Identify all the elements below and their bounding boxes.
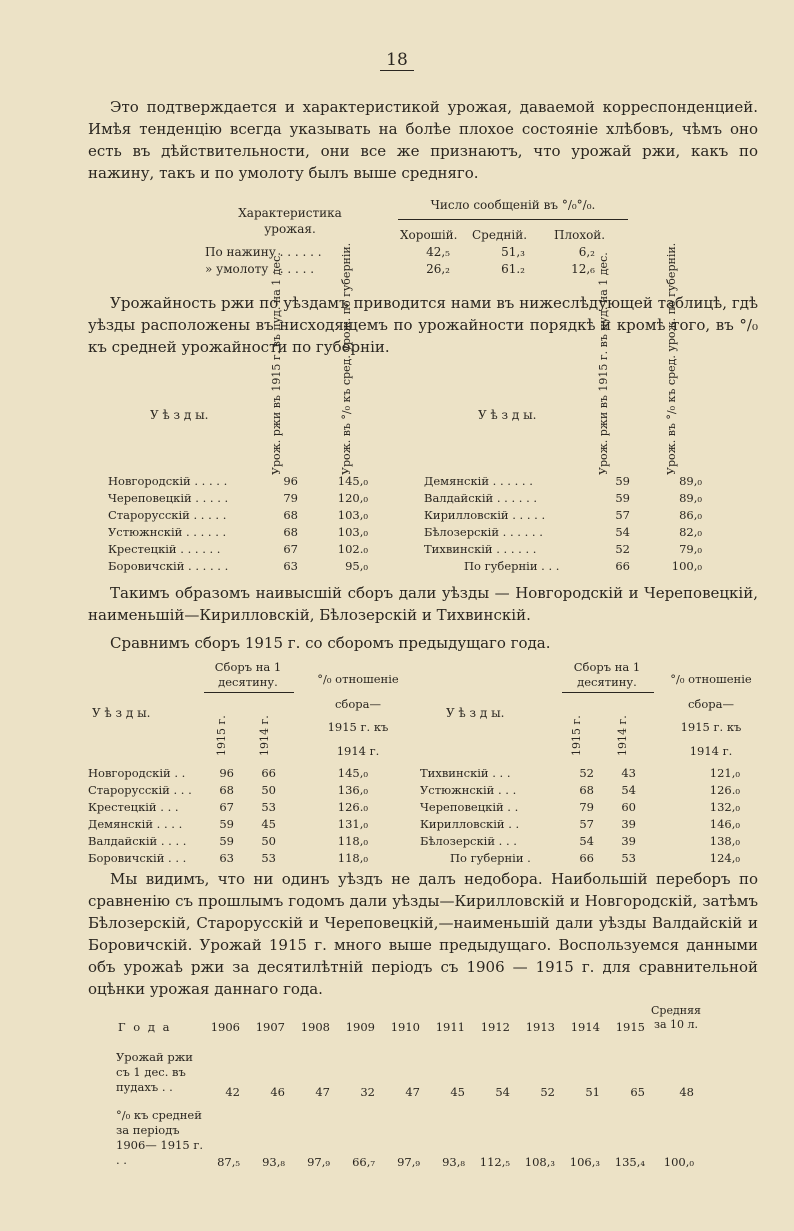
t3-row-name-right: Кирилловскій . . [420, 817, 520, 831]
t3-cell-1914: 45 [261, 817, 276, 831]
paragraph-3: Такимъ образомъ наивысшій сборъ дали уѣзды — Новгородскій и Череповецкій, наименьшій—Кирилловскій, Бѣлозерскій и Тихвинскій. [88, 584, 758, 624]
t2-row-name: Устюжнскій . . . . . . [108, 525, 227, 539]
t4-header-years: Г о д а [118, 1020, 172, 1034]
t2-header-pct: Урож. въ °/₀ къ сред. урож. по губерніи. [340, 242, 353, 475]
t4-cell-yield: 47 [405, 1085, 420, 1099]
t2-row-name: Череповецкій . . . . . [108, 491, 229, 505]
t2-cell-yield: 79 [283, 491, 298, 505]
t4-cell-pct: 135,₄ [614, 1155, 645, 1169]
t1-row-label: » умолоту . . . . . . [205, 262, 315, 276]
t3-cell-rel-right: 124,₀ [709, 851, 740, 865]
t3-cell-rel: 126.₀ [337, 800, 368, 814]
t2-header-pct-right: Урож. въ °/₀ къ сред. урож. по губерніи. [665, 242, 678, 475]
t4-cell-pct: 106,₃ [569, 1155, 600, 1169]
t4-cell-yield: 65 [630, 1085, 645, 1099]
t4-cell-yield: 52 [540, 1085, 555, 1099]
t3-row-name-right: Череповецкій . . [420, 800, 519, 814]
t1-cell: 51,₃ [501, 245, 525, 259]
t4-cell-pct: 97,₉ [307, 1155, 330, 1169]
t4-cell-yield: 54 [495, 1085, 510, 1099]
t3-cell-1914-right: 39 [621, 834, 636, 848]
t3-header-1914-right: 1914 г. [616, 715, 629, 756]
t1-cell: 26,₂ [426, 262, 450, 276]
t4-cell-pct: 108,₃ [524, 1155, 555, 1169]
t3-row-name: Боровичскій . . . [88, 851, 187, 865]
t3-cell-rel: 131,₀ [337, 817, 368, 831]
t3-cell-1915: 67 [219, 800, 234, 814]
t4-year: 1912 [480, 1020, 510, 1034]
t4-cell-yield: 45 [450, 1085, 465, 1099]
t3-row-name: Валдайскій . . . . [88, 834, 187, 848]
t2-cell-pct-right: 89,₀ [679, 491, 702, 505]
t2-cell-pct: 103,₀ [337, 508, 368, 522]
t4-cell-yield: 47 [315, 1085, 330, 1099]
t2-cell-yield: 63 [283, 559, 298, 573]
t4-cell-pct: 66,₇ [352, 1155, 375, 1169]
t4-cell-yield: 48 [679, 1085, 694, 1099]
paragraph-5: Мы видимъ, что ни одинъ уѣздъ не далъ недобора. Наибольшій переборъ по сравненію съ прошлымъ годомъ дали уѣзды—Кирилловскій и Новгородскій, затѣмъ Бѣлозерскій, Старорусскій и Череповецкій,—наименьшій дали уѣзды Валдайскій и Боровичскій. Урожай 1915 г. много выше предыдущаго. Воспользуемся данными объ урожаѣ ржи за десятилѣтній періодъ съ 1906 — 1915 г. для сравнительной оцѣнки урожая даннаго года. [88, 870, 758, 998]
t3-cell-1915: 96 [219, 766, 234, 780]
t3-row-name-right: По губерніи . [450, 851, 531, 865]
t2-cell-pct: 95,₀ [345, 559, 368, 573]
t2-row-name: Боровичскій . . . . . . [108, 559, 229, 573]
t3-cell-rel: 145,₀ [337, 766, 368, 780]
t3-cell-1914: 50 [261, 783, 276, 797]
t2-header-uezd: У ѣ з д ы. [150, 408, 209, 422]
t4-year: 1911 [435, 1020, 465, 1034]
t3-cell-1914-right: 39 [621, 817, 636, 831]
t3-header-sbor-right: Сборъ на 1 десятину. [573, 660, 641, 689]
t2-row-name-right: Демянскій . . . . . . [424, 474, 533, 488]
paragraph-1: Это подтверждается и характеристикой урожая, даваемой корреспонденцией. Имѣя тенденцію всегда указывать на болѣе плохое состояніе хлѣбовъ, чѣмъ оно есть въ дѣйствительности, они все же признаютъ, что урожай ржи, какъ по нажину, такъ и по умолоту былъ выше средняго. [88, 98, 758, 182]
t3-row-name-right: Тихвинскій . . . [420, 766, 511, 780]
t4-year: 1914 [570, 1020, 600, 1034]
t3-header-rel-right: 1914 г. [689, 744, 733, 758]
t2-cell-pct: 102.₀ [337, 542, 368, 556]
t1-col-bad: Плохой. [554, 228, 606, 242]
t3-cell-rel-right: 121,₀ [709, 766, 740, 780]
page-number: 18 [0, 50, 794, 70]
t2-header-yield: Урож. ржи въ 1915 г. въ пуд. на 1 дес. [270, 252, 283, 475]
t3-cell-rel-right: 126.₀ [709, 783, 740, 797]
t1-col-avg: Средній. [472, 228, 528, 242]
t3-cell-1915-right: 54 [579, 834, 594, 848]
t3-cell-1915-right: 66 [579, 851, 594, 865]
t3-header-uezd: У ѣ з д ы. [92, 706, 151, 720]
t3-header-rule [204, 692, 294, 693]
t3-cell-1915: 68 [219, 783, 234, 797]
t3-header-rel-right: сбора— [687, 697, 734, 711]
t4-year: 1910 [390, 1020, 420, 1034]
t4-year: 1915 [615, 1020, 645, 1034]
t2-cell-yield-right: 54 [615, 525, 630, 539]
t4-cell-yield: 46 [270, 1085, 285, 1099]
t3-cell-rel: 118,₀ [337, 834, 368, 848]
t3-cell-1915-right: 68 [579, 783, 594, 797]
t1-col-good: Хорошій. [400, 228, 458, 242]
t3-cell-rel: 136,₀ [337, 783, 368, 797]
t2-cell-pct-right: 86,₀ [679, 508, 702, 522]
t3-cell-1915: 63 [219, 851, 234, 865]
t4-row2-label: °/₀ къ средней за періодъ 1906— 1915 г. . . [116, 1108, 204, 1167]
t3-header-1915: 1915 г. [215, 715, 228, 756]
t4-cell-pct: 93,₈ [442, 1155, 465, 1169]
t3-header-rel: 1914 г. [336, 744, 380, 758]
t3-cell-1914: 53 [261, 800, 276, 814]
t4-cell-pct: 87,₅ [217, 1155, 240, 1169]
t4-cell-yield: 32 [360, 1085, 375, 1099]
t2-row-name: Крестецкій . . . . . . [108, 542, 221, 556]
t2-cell-yield-right: 59 [615, 474, 630, 488]
t2-cell-pct: 145,₀ [337, 474, 368, 488]
t4-year: 1908 [300, 1020, 330, 1034]
t1-header-characteristic: Характеристика урожая. [238, 206, 342, 236]
t4-row1-label: Урожай ржи съ 1 дес. въ пудахъ . . [116, 1050, 193, 1094]
t3-cell-1915-right: 52 [579, 766, 594, 780]
t3-row-name: Старорусскій . . . [88, 783, 192, 797]
t3-header-rel: сбора— [334, 697, 381, 711]
t1-header-count: Число сообщеній въ °/₀°/₀. [430, 198, 596, 212]
t3-cell-1914: 50 [261, 834, 276, 848]
t3-header-uezd-right: У ѣ з д ы. [446, 706, 505, 720]
t2-cell-pct-right: 82,₀ [679, 525, 702, 539]
t2-row-name: Новгородскій . . . . . [108, 474, 228, 488]
t2-cell-yield-right: 52 [615, 542, 630, 556]
t4-year: 1906 [210, 1020, 240, 1034]
t2-cell-pct: 103,₀ [337, 525, 368, 539]
t1-cell: 6,₂ [578, 245, 595, 259]
t2-row-name-right: Тихвинскій . . . . . . [424, 542, 537, 556]
t2-row-name: Старорусскій . . . . . [108, 508, 227, 522]
t3-row-name: Новгородскій . . [88, 766, 186, 780]
t2-cell-yield: 68 [283, 525, 298, 539]
t2-cell-yield-right: 57 [615, 508, 630, 522]
t2-cell-pct: 120,₀ [337, 491, 368, 505]
t4-cell-pct: 100,₀ [663, 1155, 694, 1169]
t3-cell-rel-right: 132,₀ [709, 800, 740, 814]
t2-cell-yield-right: 66 [615, 559, 630, 573]
paragraph-2: Урожайность ржи по уѣздамъ приводится нами въ нижеслѣдующей таблицѣ, гдѣ уѣзды расположены въ нисходящемъ по урожайности порядкѣ и кромѣ того, въ °/₀ къ средней урожайности по губерніи. [88, 294, 758, 356]
t3-cell-1915-right: 57 [579, 817, 594, 831]
t3-header-1915-right: 1915 г. [570, 715, 583, 756]
paragraph-4: Сравнимъ сборъ 1915 г. со сборомъ предыдущаго года. [110, 634, 551, 652]
t3-header-rel-right: 1915 г. къ [680, 720, 742, 734]
t3-row-name-right: Бѣлозерскій . . . [420, 834, 517, 848]
t4-cell-yield: 42 [225, 1085, 240, 1099]
t3-cell-rel-right: 138,₀ [709, 834, 740, 848]
t3-cell-1914-right: 43 [621, 766, 636, 780]
t2-row-name-right: Бѣлозерскій . . . . . . [424, 525, 543, 539]
t3-header-rule-right [562, 692, 654, 693]
t3-header-sbor: Сборъ на 1 десятину. [214, 660, 282, 689]
t2-cell-yield-right: 59 [615, 491, 630, 505]
t2-cell-pct-right: 79,₀ [679, 542, 702, 556]
t3-cell-1915-right: 79 [579, 800, 594, 814]
t4-cell-pct: 93,₈ [262, 1155, 285, 1169]
t2-cell-pct-right: 100,₀ [671, 559, 702, 573]
t2-cell-yield: 67 [283, 542, 298, 556]
t3-cell-1914: 53 [261, 851, 276, 865]
t3-cell-1914-right: 54 [621, 783, 636, 797]
t2-cell-yield: 68 [283, 508, 298, 522]
t4-header-avg: Средняя за 10 л. [651, 1004, 701, 1031]
t3-cell-1914-right: 53 [621, 851, 636, 865]
t3-header-1914: 1914 г. [258, 715, 271, 756]
t2-row-name-right: Валдайскій . . . . . . [424, 491, 538, 505]
t3-header-rel: 1915 г. къ [327, 720, 389, 734]
t3-cell-1915: 59 [219, 834, 234, 848]
t3-cell-rel: 118,₀ [337, 851, 368, 865]
t3-header-rel-right: °/₀ отношеніе [670, 672, 752, 686]
t2-header-uezd-right: У ѣ з д ы. [478, 408, 537, 422]
t3-row-name-right: Устюжнскій . . . [420, 783, 517, 797]
t3-cell-1914-right: 60 [621, 800, 636, 814]
t3-cell-1915: 59 [219, 817, 234, 831]
t2-row-name-right: По губерніи . . . [464, 559, 560, 573]
t3-cell-rel-right: 146,₀ [709, 817, 740, 831]
t1-row-label: По нажину . . . . . . [205, 245, 322, 259]
t2-cell-yield: 96 [283, 474, 298, 488]
t4-year: 1909 [345, 1020, 375, 1034]
t3-header-rel: °/₀ отношеніе [317, 672, 399, 686]
t4-cell-yield: 51 [585, 1085, 600, 1099]
t3-row-name: Крестецкій . . . [88, 800, 179, 814]
t3-row-name: Демянскій . . . . [88, 817, 183, 831]
t1-cell: 42,₅ [426, 245, 450, 259]
t1-cell: 12,₆ [571, 262, 595, 276]
t1-cell: 61.₂ [501, 262, 525, 276]
t3-cell-1914: 66 [261, 766, 276, 780]
t4-year: 1907 [255, 1020, 285, 1034]
t2-row-name-right: Кирилловскій . . . . . [424, 508, 546, 522]
t2-header-yield-right: Урож. ржи въ 1915 г. въ пуд. на 1 дес. [597, 252, 610, 475]
t1-header-rule [398, 219, 628, 220]
t2-cell-pct-right: 89,₀ [679, 474, 702, 488]
t4-cell-pct: 97,₉ [397, 1155, 420, 1169]
t4-cell-pct: 112,₅ [479, 1155, 510, 1169]
t4-year: 1913 [525, 1020, 555, 1034]
